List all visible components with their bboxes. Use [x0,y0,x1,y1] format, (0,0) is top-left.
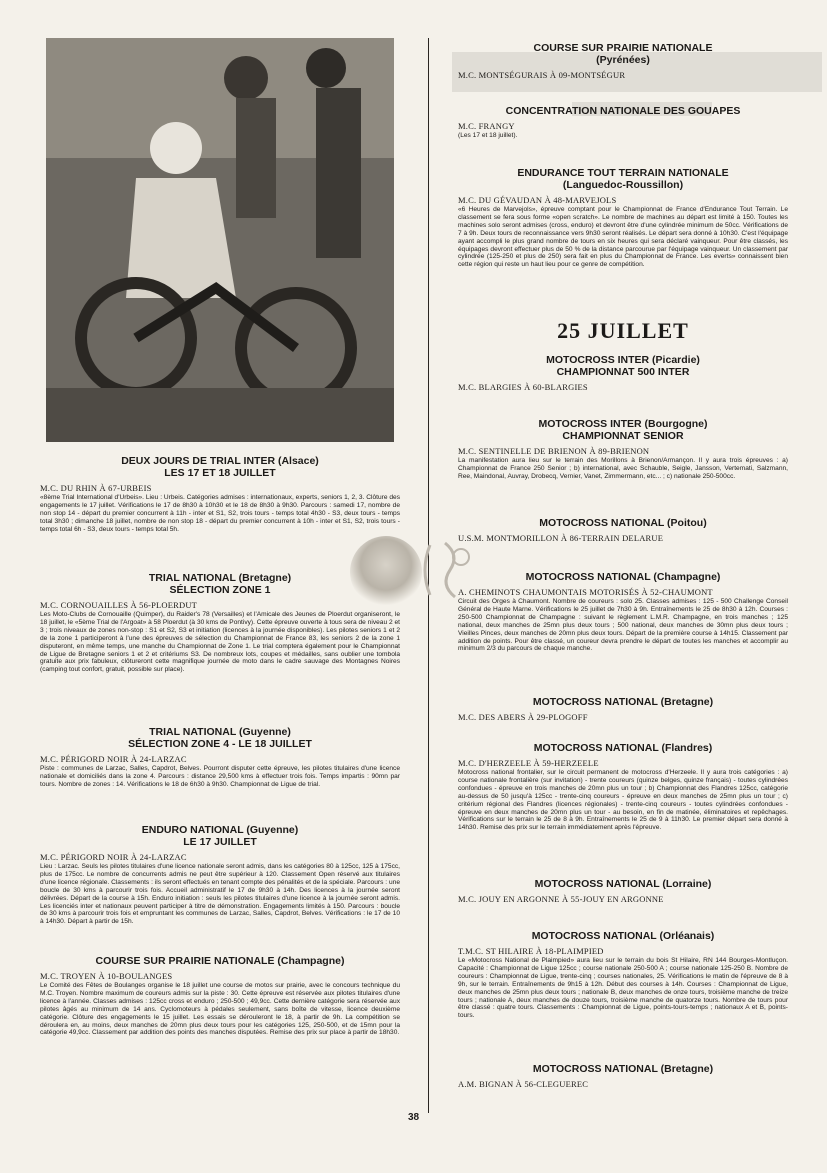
event-entry [40,824,400,926]
event-description: Motocross national frontalier, sur le circuit permanent de motocross d'Herzeele. Il y aura trois catégories : a) course nationale frontalière (sur invitation) - trente coureurs (quinze belges, quinze français) - toutes cylindrées confondues - épreuve en trois manches de 20mn plus un tour ; b) Championnat des Flandres 125cc, catégorie au-dessus de 50 jusqu'à 125cc - trente-cinq coureurs - épreuve en deux manches de 25mn plus un tour ; c) critérium régional des Flandres (licences régionales) - trente-cinq coureurs - toutes cylindrées confondues - épreuve en deux manches de 20mn plus un tour - au besoin, en fin de matinée, éliminatoires et repêchages. Vérifications sur le terrain le 25 de 8 à 9h. Entraînements le 25 de 9 à 11h30. Le premier départ sera donné à 14h30. Remise des prix sur le terrain immédiatement après l'épreuve. [458,769,788,832]
event-entry [458,696,788,723]
club-name: T.M.C. ST HILAIRE À 18-PLAIMPIED [458,946,604,956]
event-entry [40,455,400,534]
event-entry [40,726,400,789]
event-description: Piste : communes de Larzac, Salles, Capdrot, Belves. Pourront disputer cette épreuve, les pilotes titulaires d'une licence nationale et domiciliés dans la zone 4. Parcours : distance 29,500 kms à effectuer trois fois. Temps impartis : 90mn par tours. Nombre de zones : 14. Vérifications le 18 de 6h30 à 9h30. Championnat de Ligue de trial. [40,765,400,788]
event-title: SÉLECTION ZONE 1 [169,584,271,596]
event-title: (Languedoc-Roussillon) [562,179,684,191]
event-entry [458,318,788,344]
event-title: MOTOCROSS NATIONAL (Poitou) [539,517,707,529]
club-name: U.S.M. MONTMORILLON À 86-TERRAIN DELARUE [458,533,664,543]
club-name: M.C. JOUY EN ARGONNE À 55-JOUY EN ARGONNE [458,894,664,904]
club-name: M.C. DES ABERS À 29-PLOGOFF [458,712,588,722]
event-title: CHAMPIONNAT SENIOR [562,430,684,442]
event-entry [458,878,788,905]
event-entry [458,167,788,269]
page-number: 38 [407,1112,420,1123]
event-title: DEUX JOURS DE TRIAL INTER (Alsace) [121,455,319,467]
club-name: M.C. DU RHIN À 67-URBEIS [40,483,152,493]
event-description: (Les 17 et 18 juillet). [458,132,518,139]
club-name: M.C. TROYEN À 10-BOULANGES [40,971,173,981]
event-title: ENDURANCE TOUT TERRAIN NATIONALE [517,167,729,179]
event-description: Lieu : Larzac. Seuls les pilotes titulaires d'une licence nationale seront admis, dans les catégories 80 à 125cc, 125 à 175cc, plus de 175cc. Le nombre de concurrents admis ne peut être supérieur à 120. Classement Open réservé aux titulaires d'une licence régionale. Classements : ils seront effectués en tenant compte des pénalités et de la spéciale. Parcours : une boucle de 30 kms à parcourir trois fois. Accueil administratif le 17 de 9h30 à 14h. Des licences à la journée seront délivrées. Départ de la course à 15h. Enduro initiation : seuls les pilotes titulaires d'une licence à la journée seront admis. Les licenciés inter et nationaux peuvent participer à titre de démonstration. Engagements limités à 150. Parcours : boucle de 30 kms à parcourir trois fois et empruntant les communes de Larzac, Salles, Capdrot, Belves. Vérifications : le 17 de 10 à 14h30. Départ à partir de 15h. [40,863,400,926]
event-title: MOTOCROSS NATIONAL (Flandres) [533,742,713,754]
event-title: MOTOCROSS NATIONAL (Lorraine) [534,878,712,890]
event-title: LE 17 JUILLET [183,836,257,848]
event-title: MOTOCROSS NATIONAL (Champagne) [525,571,721,583]
event-description: Les Moto-Clubs de Cornouaille (Quimper), du Raider's 78 (Versailles) et l'Amicale des Jeunes de Ploerdut organiseront, le 18 juillet, le «5ème Trial de l'Argoat» à 58 Ploerdut (à 30 kms de Pontivy). Cette épreuve ouverte à tous sera de niveau 2 et 3 ; trois niveaux de zones non-stop : S1 et S2, S3 et initiation (licences à la journée disponibles). Les pilotes seniors 1 et 2 de la zone 1 participeront à l'une des épreuves de sélection du Championnat de France 83, les seniors 2 de la zone 1 disputeront, en même temps, une manche du Championnat de Zone 1. Le trial comptera également pour le Championnat de Ligue de Bretagne seniors 1 et 2 et critériums S3. De nombreux lots, coupes et médailles, sans oublier une tombola gratuite aux prix fabuleux, clôtureront cette magnifique journée de moto dans le cadre sauvage des Montagnes Noires (camping tout confort, gratuit, possible sur place). [40,611,400,674]
club-name: M.C. D'HERZEELE À 59-HERZEELE [458,758,599,768]
event-entry [458,418,788,481]
event-entry [40,955,400,1037]
trial-rider-photo [46,38,394,442]
event-description: Circuit des Orges à Chaumont. Nombre de coureurs : solo 25. Classes admises : 125 - 500 Challenge Conseil Général de Haute Marne. Vérifications le 25 juillet de 7h30 à 9h. Entraînements le 25 de 8h30 à 12h. Courses : 250-500 Championnat de Champagne : suivant le règlement L.M.R. Champagne, en trois manches ; 125 national, deux manches de 25mn plus deux tours ; 500 national, deux manches de 30mn plus deux tours ; Vieilles Pinces, deux manches de 20mn plus deux tours. Départ de la première course à 14h15. Classement par addition de points. Pour être classé, un coureur devra prendre le départ de toutes les manches et accomplir au minimum 2/3 du parcours de chaque manche. [458,598,788,653]
event-title: MOTOCROSS INTER (Bourgogne) [538,418,708,430]
event-title: MOTOCROSS NATIONAL (Bretagne) [532,1063,714,1075]
club-name: M.C. FRANGY [458,121,515,131]
event-title: MOTOCROSS NATIONAL (Orléanais) [531,930,715,942]
event-entry [458,517,788,544]
club-name: M.C. SENTINELLE DE BRIENON À 89-BRIENON [458,446,650,456]
club-name: A. CHEMINOTS CHAUMONTAIS MOTORISÉS À 52-CHAUMONT [458,587,713,597]
club-name: M.C. BLARGIES À 60-BLARGIES [458,382,588,392]
event-description: La manifestation aura lieu sur le terrain des Morillons à Brienon/Armançon. Il y aura trois épreuves : a) Championnat de France 250 Senior ; b) international, avec Schauble, Seigle, Jansson, Vertemati, Salzmann, Ree, Maindonal, Auvray, Drobecq, Vernier, Vanet, Zimmermann, etc... ; c) nationale 250-500cc. [458,457,788,480]
event-description: «6 Heures de Marvejols», épreuve comptant pour le Championnat de France d'Endurance Tout Terrain. Le classement se fera sous forme «open scratch». Le nombre de machines au départ est limité à 150. Toutes les machines solo seront admises (cross, enduro) et devront être d'une cylindrée minimum de 50cc. Vérifications de 7 à 9h. Deux tours de reconnaissance vers 9h30 seront réalisés. Le départ sera donné à 10h30. C'est l'équipage ayant accompli le plus grand nombre de tours en six heures qui sera déclaré vainqueur. Pour être classés, les équipages devront effectuer plus de 50 % de la distance parcourue par l'équipage vainqueur. Un classement par cylindrée (125-250 et plus de 250) sera fait en plus du Championnat de France. Les everts» connaissent bien cette région qui reste un haut lieu pour ce genre de compétition. [458,206,788,269]
event-title: SÉLECTION ZONE 4 - LE 18 JUILLET [128,738,312,750]
event-entry [458,42,788,81]
event-entry [458,742,788,832]
club-name: M.C. DU GÉVAUDAN À 48-MARVEJOLS [458,195,617,205]
event-title: COURSE SUR PRAIRIE NATIONALE (Champagne) [95,955,345,967]
event-title: COURSE SUR PRAIRIE NATIONALE [533,42,713,54]
club-name: M.C. PÉRIGORD NOIR À 24-LARZAC [40,754,187,764]
club-name: M.C. MONTSÉGURAIS À 09-MONTSÉGUR [458,70,626,80]
event-entry [40,572,400,674]
event-title: CONCENTRATION NATIONALE DES GOUAPES [505,105,741,117]
event-description: «8ème Trial International d'Urbeis». Lieu : Urbeis. Catégories admises : internationaux, experts, seniors 1, 2, 3. Clôture des engagements le 17 juillet. Vérifications le 17 de 8h30 à 10h30 et le 18 de 8h30 à 9h30. Parcours : samedi 17, nombre de non stop 14 - départ du premier concurrent à 11h - inter et S1, S2, trois tours - temps total 4h30 - S3, deux tours - temps total 3h30 ; dimanche 18 juillet, nombre de non stop 18 - départ du premier concurrent à 10h - inter et S1, S2, trois tours - temps total 6h - S3, deux tours - temps total 5h. [40,494,400,533]
event-description: Le «Motocross National de Plaimpied» aura lieu sur le terrain du bois St Hilaire, RN 144 Bourges-Montluçon. Capacité : Championnat de Ligue 125cc ; course nationale 250-500 A ; course nationale 125-250 B. Nombre de coureurs : Championnat de Ligue, trente-cinq ; courses nationales, 25. Vérifications le matin de l'épreuve de 8 à 9h, sur le terrain. Entraînements de 9h15 à 12h. Début des courses à 14h. Courses : Championnat de Ligue, deux manches de 25mn plus deux tours ; nationale B, deux manches de onze tours, troisième manche de treize tours ; nationale A, deux manches de douze tours, troisième manche de quatorze tours. Nombre de tours pour être classé : quatre tours. Classements : Championnat de Ligue, points-tours-temps ; nationaux A et B, points-tours. [458,957,788,1020]
event-title: CHAMPIONNAT 500 INTER [556,366,690,378]
event-title: TRIAL NATIONAL (Guyenne) [149,726,291,738]
event-title: ENDURO NATIONAL (Guyenne) [141,824,299,836]
event-title: (Pyrénées) [596,54,650,66]
club-name: M.C. CORNOUAILLES À 56-PLOERDUT [40,600,198,610]
club-name: A.M. BIGNAN À 56-CLEGUEREC [458,1079,589,1089]
event-entry [458,571,788,653]
event-entry [458,354,788,393]
event-entry [458,105,788,140]
date-heading: 25 JUILLET [557,318,689,343]
event-title: LES 17 ET 18 JUILLET [164,467,276,479]
event-entry [458,930,788,1020]
event-entry [458,1063,788,1090]
club-name: M.C. PÉRIGORD NOIR À 24-LARZAC [40,852,187,862]
event-title: MOTOCROSS INTER (Picardie) [546,354,700,366]
event-title: MOTOCROSS NATIONAL (Bretagne) [532,696,714,708]
event-description: Le Comité des Fêtes de Boulanges organise le 18 juillet une course de motos sur prairie, avec le concours technique du M.C. Troyen. Nombre maximum de coureurs admis sur la piste : 30. Cette épreuve est réservée aux pilotes titulaires d'une licence à l'année. Classes admises : 125cc cross et enduro ; 250-500 ; 49,9cc. Cette dernière catégorie sera réservée aux pilotes âgés au minimum de 14 ans. Cyclomoteurs à pédales seulement, sans boîte de vitesse, licence deuxième catégorie. Clôture des engagements le 15 juillet. Les essais se dérouleront le 18, à partir de 9h. La compétition se déroulera en, au moins, deux manches de 20mn plus deux tours pour les catégories 125, 250-500, et de 15mn pour la catégorie 49,9cc. Classement par addition des points des manches disputées. Remise des prix sur place à partir de 18h30. [40,982,400,1037]
event-title: TRIAL NATIONAL (Bretagne) [148,572,292,584]
